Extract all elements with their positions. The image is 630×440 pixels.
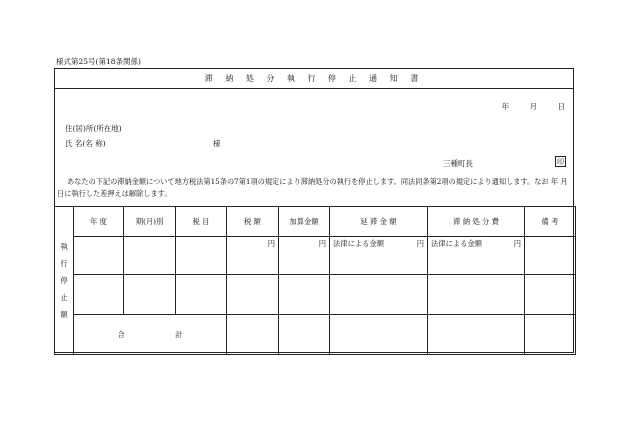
side-label-char: 行 [60,259,68,268]
side-label-char: 執 [60,242,68,251]
yen-unit: 円 [318,239,326,248]
cell-late-charge [330,237,428,275]
total-additional-amount [279,315,330,355]
header-remarks: 備 考 [525,207,576,237]
form-number-label: 様式第25号(第18条関係) [56,57,141,66]
form-title: 滞 納 処 分 執 行 停 止 通 知 書 [204,74,424,83]
cell-tax-amount [227,275,279,315]
by-law-label: 法律による金額 [333,239,385,248]
cell-fiscal-year [74,275,124,315]
header-late-charge: 延 滞 金 額 [330,207,428,237]
header-period: 期(月)別 [124,207,176,237]
cell-remarks [525,275,576,315]
amount-table [54,206,576,355]
header-disposition-cost: 滞 納 処 分 費 [428,207,525,237]
cell-tax-item [176,237,227,275]
header-additional-amount: 加算金額 [279,207,330,237]
cell-remarks [525,237,576,275]
cell-tax-item [176,275,227,315]
by-law-label: 法律による金額 [431,239,483,248]
title-row [55,69,573,89]
header-fiscal-year: 年 度 [74,207,124,237]
yen-unit: 円 [267,239,275,248]
cell-disposition-cost [428,237,525,275]
side-label-char: 止 [60,293,68,302]
table-row [55,275,576,315]
date-line: 年 月 日 [501,102,565,111]
notice-form [54,68,574,353]
total-label: 合 計 [74,315,227,355]
address-label: 住(居)所(所在地) [65,124,122,133]
notice-text: あなたの下記の滞納金額について地方税法第15条の7第1項の規定により滞納処分の執行を停止します。同法同条第2項の規定により通知します。なお 年 月 日に執行した差押えは解除します。 [57,177,568,198]
cell-period [124,237,176,275]
total-late-charge [330,315,428,355]
header-tax-item: 税 目 [176,207,227,237]
seal-mark: 印 [557,157,564,166]
cell-additional-amount [279,275,330,315]
cell-period [124,275,176,315]
cell-fiscal-year [74,237,124,275]
cell-tax-amount [227,237,279,275]
total-remarks [525,315,576,355]
side-label-char: 額 [60,310,68,319]
header-tax-amount: 税 額 [227,207,279,237]
yen-unit: 円 [513,239,521,248]
side-label-cell [55,207,74,355]
total-tax-amount [227,315,279,355]
table-header-row [55,207,576,237]
cell-disposition-cost [428,275,525,315]
issuer-label: 三種町長 [443,159,473,168]
cell-late-charge [330,275,428,315]
cell-additional-amount [279,237,330,275]
side-label-char: 停 [60,276,68,285]
name-label: 氏 名(名 称) [65,139,106,148]
yen-unit: 円 [416,239,424,248]
total-disposition-cost [428,315,525,355]
table-row [55,237,576,275]
honorific-label: 様 [213,139,221,148]
total-row [55,315,576,355]
